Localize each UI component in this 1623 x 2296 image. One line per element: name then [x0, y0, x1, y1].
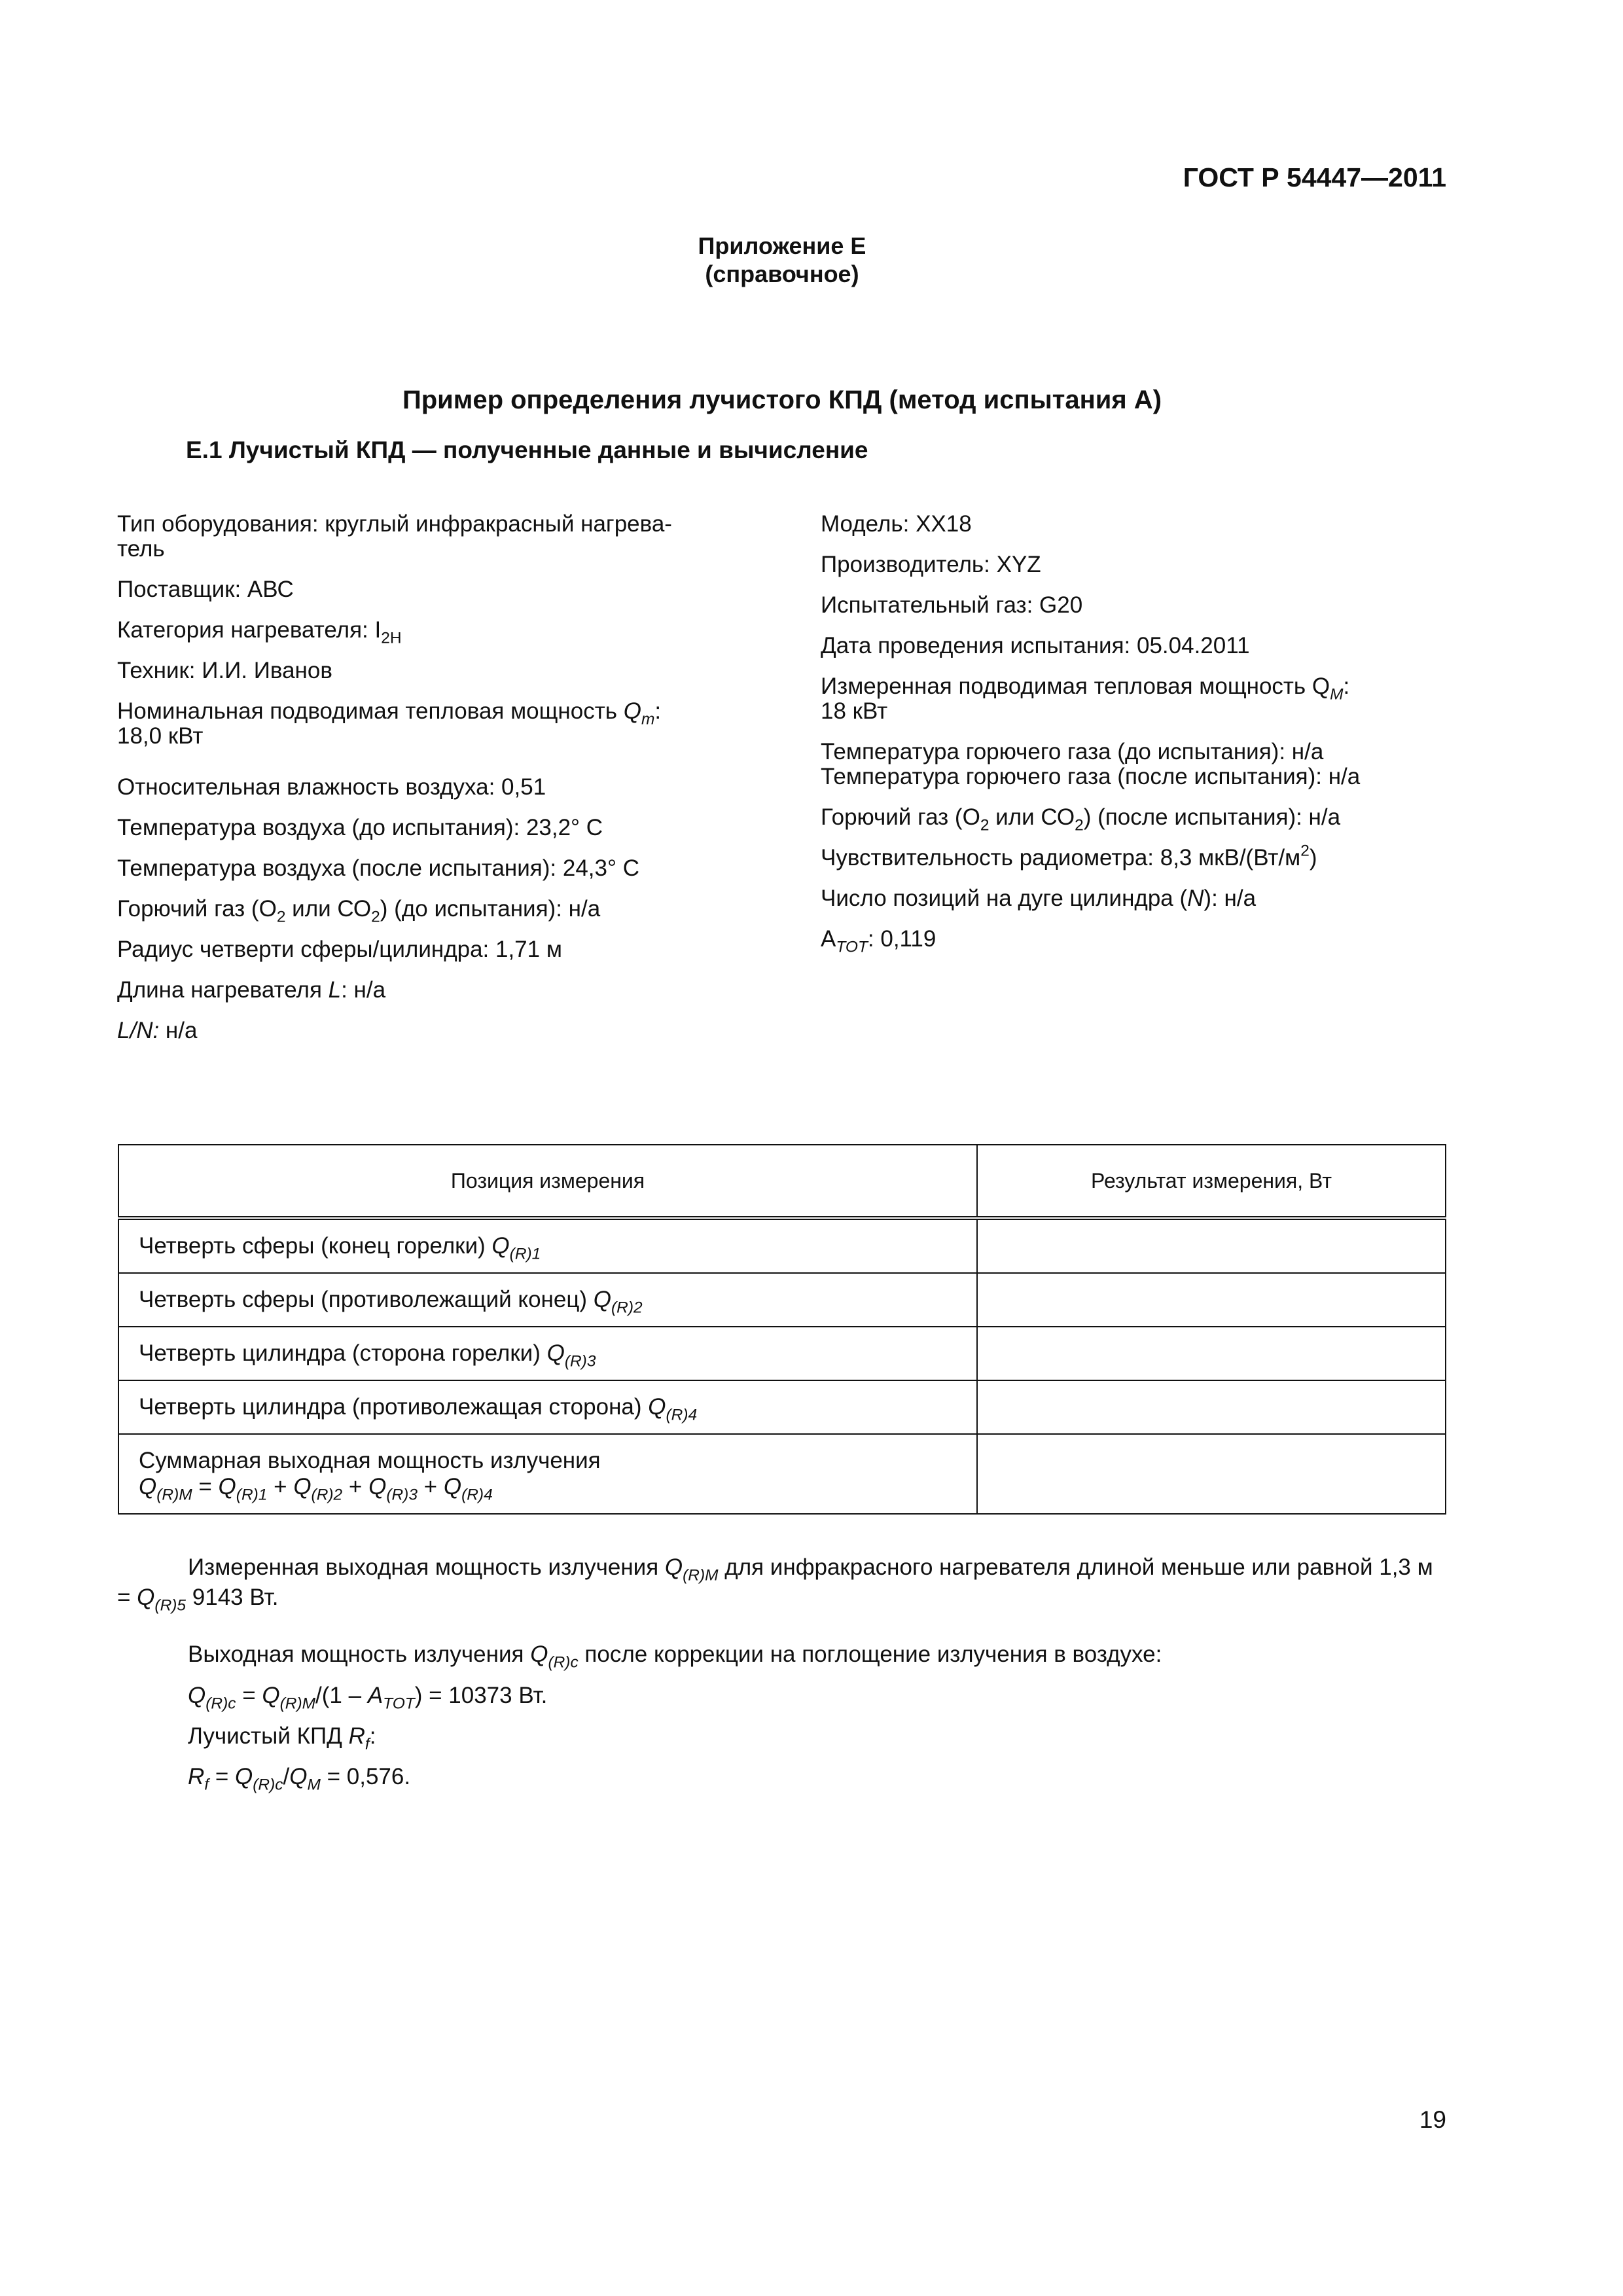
- p2-sub: (R)c: [548, 1653, 579, 1672]
- arc-positions: [821, 886, 1449, 911]
- row-sub: (R)3: [564, 1352, 596, 1371]
- left-data-column: [117, 512, 772, 1043]
- q-symbol: Q: [289, 1764, 308, 1789]
- f1-sub2: (R)M: [279, 1695, 316, 1713]
- row-sub: (R)2: [611, 1299, 643, 1317]
- table-row: [118, 1327, 1446, 1380]
- row-label: Четверть цилиндра (противолежащая сторона): [139, 1393, 649, 1420]
- arc-positions-text: Число позиций на дуге цилиндра (: [821, 886, 1188, 911]
- a-tot: [821, 926, 1449, 956]
- p1-text-b: для инфракрасного нагревателя длиной меньше или равной 1,3 м =: [117, 1554, 1433, 1610]
- table-row: [118, 1273, 1446, 1327]
- section-heading: Е.1 Лучистый КПД — полученные данные и вычисление: [186, 437, 868, 463]
- sum-sub-r1: (R)1: [236, 1486, 268, 1504]
- measured-heat-input: Измеренная подводимая тепловая мощность $Q_M$: 18 кВт: [821, 673, 1350, 724]
- sensitivity-text: Чувствительность радиометра: 8,3 мкВ/(Вт/м: [821, 845, 1301, 870]
- equipment-type: [117, 512, 706, 562]
- l-over-n: [117, 1018, 772, 1043]
- row-result-cell: [977, 1327, 1446, 1380]
- q-symbol: Q: [234, 1764, 253, 1789]
- test-date: Дата проведения испытания: 05.04.2011: [821, 633, 1250, 658]
- sum-sub-r3: (R)3: [386, 1486, 418, 1504]
- row-label: Четверть сферы (конец горелки): [139, 1232, 492, 1259]
- sum-sub-rm: (R)M: [156, 1486, 192, 1504]
- f2-sub2: (R)c: [253, 1776, 283, 1794]
- table-row-sum: [118, 1434, 1446, 1514]
- f2-sub3: M: [307, 1776, 321, 1794]
- table-row: [118, 1218, 1446, 1273]
- sum-position: Суммарная выходная мощность излучения $Q_{(R)M} = Q_{(R)1} + Q_{(R)2} + Q_{(R)3} + Q_{(R)4}$: [118, 1434, 977, 1514]
- row-position: [118, 1218, 977, 1273]
- flue-gas-before: [117, 896, 772, 926]
- sum-result-cell: [977, 1434, 1446, 1514]
- nominal-symbol-sub: m: [641, 710, 655, 728]
- q-symbol: Q: [188, 1683, 206, 1708]
- supplier: Поставщик: АВС: [117, 577, 294, 602]
- sum-label: Суммарная выходная мощность излучения: [139, 1447, 601, 1473]
- q-symbol: Q: [139, 1474, 157, 1499]
- a-tot-symbol: A: [821, 926, 836, 952]
- q-symbol: Q: [293, 1474, 312, 1499]
- q-symbol: Q: [262, 1683, 280, 1708]
- row-sub: (R)4: [666, 1406, 698, 1424]
- p1-text-a: Измеренная выходная мощность излучения: [188, 1554, 665, 1580]
- row-result-cell: [977, 1380, 1446, 1434]
- heater-category-text: Категория нагревателя: I: [117, 617, 382, 643]
- nominal-symbol: Q: [623, 698, 641, 724]
- q-symbol: Q: [491, 1232, 510, 1259]
- rf-symbol: R: [188, 1764, 205, 1789]
- n-symbol: N: [1187, 886, 1204, 911]
- q-symbol: Q: [664, 1554, 683, 1580]
- sum-sub-r2: (R)2: [311, 1486, 343, 1504]
- appendix-type: (справочное): [705, 260, 859, 288]
- p1-sub2: (R)5: [154, 1596, 187, 1615]
- appendix-title: Приложение Е: [698, 232, 866, 259]
- col-header-result: Результат измерения, Вт: [977, 1145, 1446, 1218]
- p1-text-c: 9143 Вт.: [186, 1585, 279, 1610]
- p1-sub: (R)M: [683, 1566, 719, 1585]
- relative-humidity: Относительная влажность воздуха: 0,51: [117, 774, 546, 800]
- length-symbol: L: [328, 977, 342, 1003]
- standard-number: ГОСТ Р 54447—2011: [1183, 162, 1446, 192]
- q-symbol: Q: [443, 1474, 462, 1499]
- arc-positions-value: ): н/а: [1204, 886, 1257, 911]
- radiometer-sensitivity: [821, 842, 1449, 870]
- q-symbol: Q: [546, 1340, 565, 1366]
- q-symbol: Q: [368, 1474, 387, 1499]
- row-label: Четверть цилиндра (сторона горелки): [139, 1340, 547, 1366]
- a-tot-sub: TOT: [836, 938, 868, 956]
- gas-temp-before: Температура горючего газа (до испытания): н/а: [821, 739, 1324, 764]
- measured-heat-input-text: Измеренная подводимая тепловая мощность Q: [821, 673, 1330, 699]
- m2-sup: 2: [1300, 842, 1310, 860]
- equipment-type-text: Тип оборудования: круглый инфракрасный нагрева-тель: [117, 511, 672, 562]
- f1-sub3: TOT: [383, 1695, 415, 1713]
- p2-text-a: Выходная мощность излучения: [188, 1641, 531, 1667]
- co2-sub-right: 2: [1075, 816, 1084, 834]
- radius: Радиус четверти сферы/цилиндра: 1,71 м: [117, 937, 562, 962]
- row-sub: (R)1: [509, 1245, 541, 1263]
- ln-value: н/а: [159, 1018, 198, 1043]
- flue-gas-after-c: ) (после испытания): н/а: [1083, 804, 1341, 830]
- radiant-efficiency-label: Лучистый КПД $R_f$:: [188, 1723, 376, 1753]
- q-symbol: Q: [218, 1474, 236, 1499]
- nominal-heat-input-value: 18,0 кВт: [117, 723, 204, 749]
- air-temp-before: Температура воздуха (до испытания): 23,2° С: [117, 815, 603, 840]
- rf-sub: f: [365, 1735, 370, 1753]
- row-position: [118, 1327, 977, 1380]
- technician: Техник: И.И. Иванов: [117, 658, 332, 683]
- sum-sub-r4: (R)4: [461, 1486, 493, 1504]
- table-row: [118, 1380, 1446, 1434]
- q-symbol: Q: [137, 1585, 155, 1610]
- sensitivity-suffix: ): [1309, 845, 1317, 870]
- nominal-heat-input: Номинальная подводимая тепловая мощность $Q_m$: 18,0 кВт: [117, 698, 662, 749]
- gas-temp-after: Температура горючего газа (после испытания): н/а: [821, 764, 1361, 789]
- p3-text: Лучистый КПД: [188, 1723, 349, 1749]
- measurement-table: [118, 1144, 1446, 1515]
- flue-gas-before-c: ) (до испытания): н/а: [380, 896, 601, 922]
- flue-gas-after-a: Горючий газ (О: [821, 804, 980, 830]
- q-symbol: Q: [648, 1393, 666, 1420]
- row-result-cell: [977, 1218, 1446, 1273]
- heater-length-value: : н/а: [341, 977, 386, 1003]
- f2-sub1: f: [204, 1776, 209, 1794]
- f1-a-symbol: A: [367, 1683, 383, 1708]
- page-number: 19: [1419, 2106, 1446, 2133]
- flue-gas-after-b: или СО: [989, 804, 1075, 830]
- flue-gas-before-a: Горючий газ (О: [117, 896, 277, 922]
- ln-symbol: L/N:: [117, 1018, 160, 1043]
- row-label: Четверть сферы (противолежащий конец): [139, 1286, 594, 1312]
- heater-category: [117, 617, 772, 647]
- page-title: Пример определения лучистого КПД (метод испытания А): [402, 386, 1162, 414]
- nominal-heat-input-text: Номинальная подводимая тепловая мощность: [117, 698, 624, 724]
- corrected-output-paragraph: [188, 1641, 1162, 1672]
- flue-gas-before-b: или СО: [285, 896, 372, 922]
- col-header-position: Позиция измерения: [118, 1145, 977, 1218]
- flue-gas-after: [821, 804, 1449, 834]
- appendix-heading: [0, 232, 1564, 288]
- measured-output-paragraph: [117, 1552, 1446, 1613]
- row-position: [118, 1380, 977, 1434]
- row-position: [118, 1273, 977, 1327]
- f2-value: = 0,576.: [320, 1764, 411, 1789]
- a-tot-value: : 0,119: [867, 926, 936, 952]
- test-gas: Испытательный газ: G20: [821, 592, 1083, 618]
- manufacturer: Производитель: XYZ: [821, 552, 1041, 577]
- air-temp-after: Температура воздуха (после испытания): 24,3° С: [117, 855, 639, 881]
- measured-heat-input-value: 18 кВт: [821, 698, 888, 724]
- right-data-column: [821, 511, 1449, 956]
- formula-corrected-output: $Q_{(R)c} = Q_{(R)M}/(1 - A_{TOT}) = 10373$ Вт.: [188, 1683, 548, 1713]
- f1-sub1: (R)c: [205, 1695, 236, 1713]
- o2-sub: 2: [276, 908, 286, 926]
- q-symbol: Q: [593, 1286, 611, 1312]
- f1-text-a: /(1 –: [315, 1683, 368, 1708]
- formula-radiant-efficiency: $R_f = Q_{(R)c}/Q_M = 0,576$.: [188, 1764, 411, 1794]
- f1-text-b: ) = 10373 Вт.: [414, 1683, 548, 1708]
- row-result-cell: [977, 1273, 1446, 1327]
- model: Модель: ХХ18: [821, 511, 972, 537]
- o2-sub-right: 2: [980, 816, 990, 834]
- heater-category-sub: 2H: [381, 629, 402, 647]
- rf-symbol: R: [348, 1723, 365, 1749]
- co2-sub: 2: [371, 908, 380, 926]
- heater-length: [117, 978, 772, 1003]
- table-header-row: [118, 1145, 1446, 1218]
- heater-length-text: Длина нагревателя: [117, 977, 329, 1003]
- measured-sub: M: [1330, 685, 1344, 704]
- q-symbol: Q: [530, 1641, 548, 1667]
- p2-text-b: после коррекции на поглощение излучения в воздухе:: [578, 1641, 1162, 1667]
